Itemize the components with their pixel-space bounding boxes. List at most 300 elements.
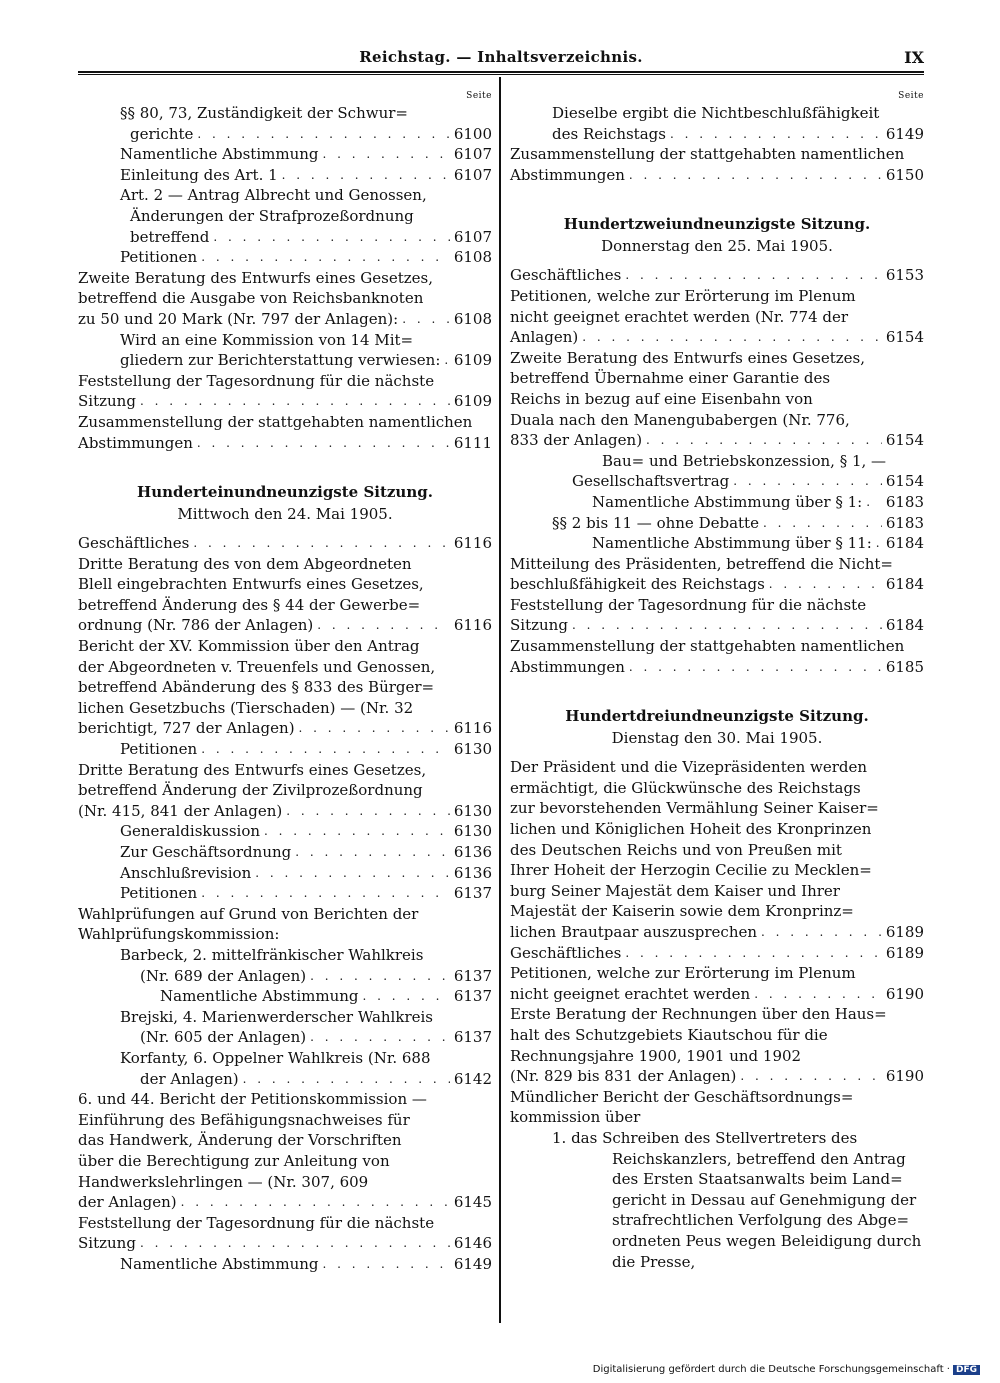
toc-entry xyxy=(510,984,924,1005)
entry-text: Dritte Beratung des Entwurfs eines Gesetzes, xyxy=(78,760,427,779)
page-ref: 6116 xyxy=(453,534,492,553)
toc-entry xyxy=(78,309,492,330)
toc-entry xyxy=(510,840,924,861)
page-ref: 6190 xyxy=(885,1067,924,1086)
dot-leader xyxy=(402,309,450,330)
column-divider xyxy=(499,77,501,1323)
toc-entry xyxy=(78,1048,492,1069)
entry-text: des Reichstags xyxy=(552,124,666,143)
toc-entry xyxy=(78,677,492,698)
toc-entry xyxy=(510,1066,924,1087)
entry-text: ordneten Peus wegen Beleidigung durch xyxy=(612,1231,922,1250)
toc-entry xyxy=(78,1172,492,1193)
toc-entry xyxy=(510,963,924,984)
running-title: Reichstag. — Inhaltsverzeichnis. xyxy=(359,48,643,66)
entry-text: Rechnungsjahre 1900, 1901 und 1902 xyxy=(510,1046,802,1065)
dot-leader xyxy=(282,165,450,186)
dot-leader xyxy=(255,863,450,884)
entry-text: Sitzung xyxy=(78,1234,136,1253)
entry-text: Feststellung der Tagesordnung für die nächste xyxy=(78,371,435,390)
entry-text: Korfanty, 6. Oppelner Wahlkreis (Nr. 688 xyxy=(120,1048,431,1067)
entry-text: Einleitung des Art. 1 xyxy=(120,165,278,184)
toc-entry xyxy=(78,247,492,268)
entry-text: (Nr. 689 der Anlagen) xyxy=(140,966,307,985)
entry-text: Wird an eine Kommission von 14 Mit= xyxy=(120,330,414,349)
dot-leader xyxy=(140,1233,450,1254)
dot-leader xyxy=(201,739,450,760)
entry-text: Sitzung xyxy=(510,616,568,635)
entry-text: der Anlagen) xyxy=(78,1193,177,1212)
toc-entry xyxy=(78,268,492,289)
dot-leader xyxy=(754,984,882,1005)
page-ref: 6189 xyxy=(885,943,924,962)
entry-text: betreffend Änderung der Zivilprozeßordnung xyxy=(78,781,423,800)
toc-entry xyxy=(510,124,924,145)
toc-entry xyxy=(78,1254,492,1275)
entry-text: Ihrer Hoheit der Herzogin Cecilie zu Mecklen= xyxy=(510,861,872,880)
entry-text: Petitionen xyxy=(120,740,198,759)
dot-leader xyxy=(763,513,882,534)
session-date: Donnerstag den 25. Mai 1905. xyxy=(601,237,833,256)
toc-entry xyxy=(78,924,492,945)
entry-text: berichtigt, 727 der Anlagen) xyxy=(78,719,295,738)
page-header xyxy=(78,48,924,70)
entry-text: Namentliche Abstimmung über § 1: xyxy=(592,492,863,511)
entry-text: Dieselbe ergibt die Nichtbeschlußfähigkeit xyxy=(552,104,880,122)
entry-text: Abstimmungen xyxy=(510,165,625,184)
toc-entry xyxy=(78,657,492,678)
toc-entry xyxy=(78,1089,492,1110)
entry-text: (Nr. 415, 841 der Anlagen) xyxy=(78,801,283,820)
toc-entry xyxy=(78,718,492,739)
dot-leader xyxy=(323,144,450,165)
entry-text: Anlagen) xyxy=(510,328,579,347)
section-gap xyxy=(78,453,492,481)
toc-entry xyxy=(510,348,924,369)
toc-entry xyxy=(78,1007,492,1028)
toc-entry xyxy=(510,757,924,778)
toc-entry xyxy=(78,821,492,842)
toc-entry xyxy=(78,433,492,454)
dot-leader xyxy=(310,966,450,987)
section-gap xyxy=(510,677,924,705)
entry-text: Duala nach den Manengubabergen (Nr. 776, xyxy=(510,410,850,429)
entry-text: Zusammenstellung der stattgehabten namentlichen xyxy=(510,145,905,164)
toc-entry xyxy=(510,943,924,964)
toc-entry xyxy=(510,410,924,431)
entry-text: (Nr. 829 bis 831 der Anlagen) xyxy=(510,1067,737,1086)
toc-entry xyxy=(510,513,924,534)
entry-text: zu 50 und 20 Mark (Nr. 797 der Anlagen): xyxy=(78,309,399,328)
entry-text: halt des Schutzgebiets Kiautschou für die xyxy=(510,1025,828,1044)
toc-entry xyxy=(78,574,492,595)
page-ref: 6149 xyxy=(885,124,924,143)
toc-entry xyxy=(510,451,924,472)
entry-text: Art. 2 — Antrag Albrecht und Genossen, xyxy=(120,186,427,205)
toc-entry xyxy=(510,471,924,492)
page-ref: 6190 xyxy=(885,984,924,1003)
toc-entry xyxy=(78,780,492,801)
toc-entry xyxy=(510,533,924,554)
entry-text: Feststellung der Tagesordnung für die nächste xyxy=(78,1213,435,1232)
entry-text: Zweite Beratung des Entwurfs eines Gesetzes, xyxy=(78,268,433,287)
session-date: Dienstag den 30. Mai 1905. xyxy=(611,729,823,748)
entry-text: Abstimmungen xyxy=(78,433,193,452)
toc-entry xyxy=(510,1149,924,1170)
page-ref: 6109 xyxy=(453,392,492,411)
dot-leader xyxy=(670,124,882,145)
entry-text: Der Präsident und die Vizepräsidenten werden xyxy=(510,758,868,777)
page-ref: 6137 xyxy=(453,884,492,903)
dot-leader xyxy=(243,1069,450,1090)
dot-leader xyxy=(317,615,450,636)
entry-text: Einführung des Befähigungsnachweises für xyxy=(78,1110,410,1129)
section-gap xyxy=(510,185,924,213)
toc-entry xyxy=(510,1025,924,1046)
entry-text: strafrechtlichen Verfolgung des Abge= xyxy=(612,1211,910,1230)
dot-leader xyxy=(193,533,449,554)
page-ref: 6116 xyxy=(453,616,492,635)
footer-text: Digitalisierung gefördert durch die Deutsche Forschungsgemeinschaft · xyxy=(592,1364,950,1375)
page-ref: 6154 xyxy=(885,431,924,450)
dot-leader xyxy=(295,842,450,863)
toc-entry xyxy=(510,103,924,124)
entry-text: Bericht der XV. Kommission über den Antrag xyxy=(78,637,420,656)
right-entries xyxy=(510,103,924,1272)
entry-text: Feststellung der Tagesordnung für die nächste xyxy=(510,595,867,614)
entry-text: §§ 80, 73, Zuständigkeit der Schwur= xyxy=(120,104,408,122)
entry-text: Erste Beratung der Rechnungen über den Haus= xyxy=(510,1005,887,1024)
dot-leader xyxy=(572,615,882,636)
entry-text: Zusammenstellung der stattgehabten namentlichen xyxy=(510,637,905,656)
toc-entry xyxy=(78,1192,492,1213)
page-ref: 6116 xyxy=(453,719,492,738)
entry-text: Handwerkslehrlingen — (Nr. 307, 609 xyxy=(78,1172,369,1191)
toc-entry xyxy=(510,430,924,451)
page-ref: 6111 xyxy=(453,433,492,452)
entry-text: Petitionen xyxy=(120,248,198,267)
toc-entry xyxy=(510,881,924,902)
toc-entry xyxy=(78,350,492,371)
toc-entry xyxy=(510,1087,924,1108)
toc-entry xyxy=(510,265,924,286)
toc-entry xyxy=(78,288,492,309)
dot-leader xyxy=(733,471,882,492)
toc-entry xyxy=(510,922,924,943)
toc-entry xyxy=(78,739,492,760)
toc-entry xyxy=(78,945,492,966)
toc-entry xyxy=(510,1046,924,1067)
entry-text: 6. und 44. Bericht der Petitionskommission — xyxy=(78,1090,427,1109)
entry-text: Sitzung xyxy=(78,392,136,411)
entry-text: Änderungen der Strafprozeßordnung xyxy=(130,206,414,225)
toc-entry xyxy=(510,636,924,657)
dot-leader xyxy=(769,574,882,595)
entry-text: Dritte Beratung des von dem Abgeordneten xyxy=(78,554,412,573)
toc-entry xyxy=(510,368,924,389)
toc-entry xyxy=(78,1233,492,1254)
toc-entry xyxy=(510,307,924,328)
toc-entry xyxy=(78,330,492,351)
entry-text: Namentliche Abstimmung xyxy=(120,1254,319,1273)
page-ref: 6142 xyxy=(453,1069,492,1088)
entry-text: Bau= und Betriebskonzession, § 1, — xyxy=(602,451,887,470)
dot-leader xyxy=(646,430,882,451)
page-ref: 6137 xyxy=(453,1028,492,1047)
page-ref: 6184 xyxy=(885,534,924,553)
toc-entry xyxy=(78,842,492,863)
dot-leader xyxy=(213,227,449,248)
dot-leader xyxy=(140,391,450,412)
toc-entry xyxy=(510,778,924,799)
entry-text: Majestät der Kaiserin sowie dem Kronprinz= xyxy=(510,902,854,921)
entry-text: (Nr. 605 der Anlagen) xyxy=(140,1028,307,1047)
entry-text: kommission über xyxy=(510,1108,641,1127)
page-ref: 6153 xyxy=(885,266,924,285)
seite-label: Seite xyxy=(898,91,924,101)
toc-entry xyxy=(78,1069,492,1090)
toc-entry xyxy=(78,185,492,206)
page-ref: 6183 xyxy=(885,492,924,511)
dot-leader xyxy=(286,801,450,822)
entry-text: Wahlprüfungen auf Grund von Berichten der xyxy=(78,904,419,923)
entry-text: gerichte xyxy=(130,124,194,143)
page-ref: 6136 xyxy=(453,863,492,882)
entry-text: 833 der Anlagen) xyxy=(510,431,643,450)
footer-credit xyxy=(593,1364,980,1375)
toc-entry xyxy=(510,901,924,922)
dot-leader xyxy=(444,350,449,371)
page-ref: 6107 xyxy=(453,227,492,246)
page-ref: 6184 xyxy=(885,575,924,594)
page-ref: 6108 xyxy=(453,309,492,328)
toc-entry xyxy=(510,286,924,307)
session-heading: Hunderteinundneunzigste Sitzung. xyxy=(137,483,433,502)
entry-text: Blell eingebrachten Entwurfs eines Gesetzes, xyxy=(78,575,424,594)
page-ref: 6107 xyxy=(453,165,492,184)
toc-entry xyxy=(510,554,924,575)
entry-text: Brejski, 4. Marienwerderscher Wahlkreis xyxy=(120,1007,433,1026)
page-ref: 6189 xyxy=(885,923,924,941)
session-heading: Hundertdreiundneunzigste Sitzung. xyxy=(565,707,869,726)
toc-entry xyxy=(78,863,492,884)
seite-label: Seite xyxy=(466,91,492,101)
entry-text: Petitionen, welche zur Erörterung im Plenum xyxy=(510,286,856,305)
entry-text: das Handwerk, Änderung der Vorschriften xyxy=(78,1131,402,1150)
toc-entry xyxy=(510,1210,924,1231)
toc-entry xyxy=(78,801,492,822)
toc-entry xyxy=(78,391,492,412)
toc-entry xyxy=(78,124,492,145)
entry-text: Anschlußrevision xyxy=(120,863,252,882)
toc-entry xyxy=(78,103,492,124)
dfg-logo: DFG xyxy=(953,1365,980,1375)
dot-leader xyxy=(363,986,450,1007)
toc-entry xyxy=(510,1107,924,1128)
page-ref: 6149 xyxy=(453,1254,492,1273)
entry-text: Geschäftliches xyxy=(510,266,622,285)
page-ref: 6150 xyxy=(885,165,924,184)
dot-leader xyxy=(629,165,882,186)
page-ref: 6130 xyxy=(453,801,492,820)
entry-text: 1. das Schreiben des Stellvertreters des xyxy=(552,1128,858,1147)
entry-text: Abstimmungen xyxy=(510,657,625,676)
entry-text: Mitteilung des Präsidenten, betreffend die Nicht= xyxy=(510,554,894,573)
session-date: Mittwoch den 24. Mai 1905. xyxy=(177,505,393,524)
toc-entry xyxy=(510,595,924,616)
toc-entry xyxy=(78,615,492,636)
right-column xyxy=(510,89,924,1272)
entry-text: Namentliche Abstimmung xyxy=(160,987,359,1006)
entry-text: Namentliche Abstimmung über § 11: xyxy=(592,534,872,553)
page-ref: 6145 xyxy=(453,1193,492,1212)
toc-entry xyxy=(510,1128,924,1149)
page-ref: 6109 xyxy=(453,351,492,370)
entry-text: Namentliche Abstimmung xyxy=(120,145,319,164)
page-number: IX xyxy=(904,48,924,67)
page-ref: 6137 xyxy=(453,966,492,985)
entry-text: der Abgeordneten v. Treuenfels und Genossen, xyxy=(78,657,436,676)
toc-entry xyxy=(510,860,924,881)
toc-entry xyxy=(78,883,492,904)
toc-entry xyxy=(78,227,492,248)
entry-text: nicht geeignet erachtet werden xyxy=(510,984,751,1003)
page-ref: 6137 xyxy=(453,987,492,1006)
toc-entry xyxy=(78,1213,492,1234)
entry-text: über die Berechtigung zur Anleitung von xyxy=(78,1151,390,1170)
entry-text: nicht geeignet erachtet werden (Nr. 774 der xyxy=(510,307,849,326)
dot-leader xyxy=(201,883,450,904)
dot-leader xyxy=(582,327,882,348)
page-ref: 6146 xyxy=(453,1234,492,1253)
dot-leader xyxy=(629,657,882,678)
page-ref: 6107 xyxy=(453,145,492,164)
toc-entry xyxy=(78,966,492,987)
toc-entry xyxy=(510,1169,924,1190)
dot-leader xyxy=(197,124,449,145)
toc-entry xyxy=(78,760,492,781)
toc-entry xyxy=(78,698,492,719)
page-ref: 6130 xyxy=(453,740,492,759)
entry-text: ordnung (Nr. 786 der Anlagen) xyxy=(78,616,314,635)
toc-entry xyxy=(78,1130,492,1151)
toc-entry xyxy=(510,389,924,410)
page-ref: 6108 xyxy=(453,248,492,267)
toc-entry xyxy=(78,1110,492,1131)
entry-text: betreffend Änderung des § 44 der Gewerbe= xyxy=(78,595,421,614)
toc-entry xyxy=(510,1252,924,1273)
toc-entry xyxy=(78,533,492,554)
entry-text: Reichs in bezug auf eine Eisenbahn von xyxy=(510,389,813,408)
entry-text: §§ 2 bis 11 — ohne Debatte xyxy=(552,513,759,532)
entry-text: Petitionen xyxy=(120,884,198,903)
toc-entry xyxy=(78,165,492,186)
toc-entry xyxy=(510,798,924,819)
page-ref: 6100 xyxy=(453,124,492,143)
page-ref: 6154 xyxy=(885,472,924,491)
dot-leader xyxy=(740,1066,881,1087)
entry-text: zur bevorstehenden Vermählung Seiner Kaiser= xyxy=(510,799,879,818)
entry-text: gericht in Dessau auf Genehmigung der xyxy=(612,1190,917,1209)
entry-text: Generaldiskussion xyxy=(120,822,261,841)
entry-text: betreffend die Ausgabe von Reichsbanknoten xyxy=(78,289,424,308)
entry-text: der Anlagen) xyxy=(140,1069,239,1088)
toc-entry xyxy=(78,1151,492,1172)
entry-text: lichen und Königlichen Hoheit des Kronprinzen xyxy=(510,820,872,839)
toc-entry xyxy=(510,819,924,840)
dot-leader xyxy=(866,492,882,513)
page-ref: 6136 xyxy=(453,843,492,861)
dot-leader xyxy=(323,1254,450,1275)
entry-text: gliedern zur Berichterstattung verwiesen: xyxy=(120,351,441,370)
entry-text: Barbeck, 2. mittelfränkischer Wahlkreis xyxy=(120,945,424,964)
toc-entry xyxy=(78,206,492,227)
entry-text: betreffend xyxy=(130,227,210,246)
entry-text: betreffend Übernahme einer Garantie des xyxy=(510,369,831,388)
toc-entry xyxy=(78,144,492,165)
entry-text: lichen Brautpaar auszusprechen xyxy=(510,923,758,941)
entry-text: Geschäftliches xyxy=(510,943,622,962)
entry-text: Gesellschaftsvertrag xyxy=(572,472,730,491)
toc-entry xyxy=(510,165,924,186)
toc-entry xyxy=(78,636,492,657)
toc-entry xyxy=(510,1190,924,1211)
dot-leader xyxy=(181,1192,450,1213)
dot-leader xyxy=(197,433,450,454)
entry-text: beschlußfähigkeit des Reichstags xyxy=(510,575,765,594)
left-column xyxy=(78,89,492,1274)
entry-text: des Ersten Staatsanwalts beim Land= xyxy=(612,1170,903,1189)
left-entries xyxy=(78,103,492,1274)
toc-entry xyxy=(78,554,492,575)
toc-entry xyxy=(510,657,924,678)
entry-text: die Presse, xyxy=(612,1252,696,1271)
entry-text: Zur Geschäftsordnung xyxy=(120,843,292,861)
page-ref: 6184 xyxy=(885,616,924,635)
dot-leader xyxy=(299,718,450,739)
entry-text: lichen Gesetzbuchs (Tierschaden) — (Nr. 32 xyxy=(78,698,414,717)
entry-text: Zweite Beratung des Entwurfs eines Gesetzes, xyxy=(510,348,865,367)
toc-entry xyxy=(78,371,492,392)
dot-leader xyxy=(625,943,881,964)
entry-text: Mündlicher Bericht der Geschäftsordnungs= xyxy=(510,1087,854,1106)
page-ref: 6183 xyxy=(885,513,924,532)
dot-leader xyxy=(761,922,882,943)
entry-text: betreffend Abänderung des § 833 des Bürger= xyxy=(78,678,435,697)
toc-entry xyxy=(510,615,924,636)
header-rule xyxy=(78,71,924,75)
page-ref: 6185 xyxy=(885,657,924,676)
page-ref: 6154 xyxy=(885,328,924,347)
dot-leader xyxy=(201,247,450,268)
page-ref: 6130 xyxy=(453,822,492,841)
entry-text: Petitionen, welche zur Erörterung im Plenum xyxy=(510,964,856,983)
dot-leader xyxy=(876,533,882,554)
toc-entry xyxy=(78,1027,492,1048)
toc-entry xyxy=(78,904,492,925)
entry-text: Zusammenstellung der stattgehabten namentlichen xyxy=(78,412,473,431)
entry-text: Geschäftliches xyxy=(78,534,190,553)
entry-text: burg Seiner Majestät dem Kaiser und Ihrer xyxy=(510,881,840,900)
entry-text: des Deutschen Reichs und von Preußen mit xyxy=(510,840,842,859)
dot-leader xyxy=(310,1027,450,1048)
session-heading: Hundertzweiundneunzigste Sitzung. xyxy=(563,215,871,234)
toc-entry xyxy=(78,412,492,433)
toc-entry xyxy=(510,1004,924,1025)
toc-entry xyxy=(510,492,924,513)
toc-entry xyxy=(510,574,924,595)
toc-entry xyxy=(510,327,924,348)
